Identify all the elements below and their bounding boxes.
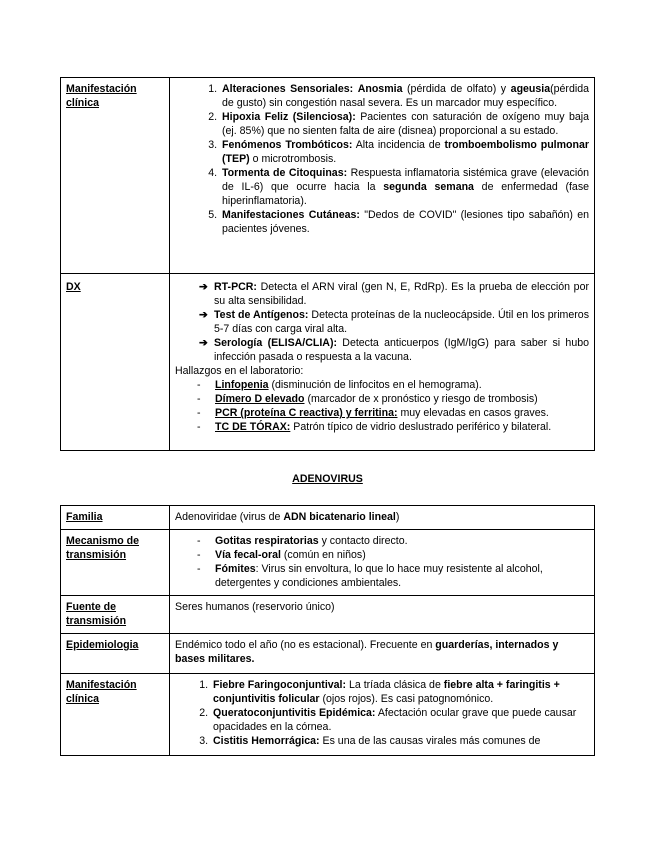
row-epidemiologia: [61, 634, 595, 674]
row-label: DX: [61, 274, 170, 451]
row-label: Manifestación clínica: [61, 674, 170, 756]
row-content: [170, 78, 595, 274]
row-mecanismo: [61, 530, 595, 596]
list-item: ➔ RT-PCR: Detecta el ARN viral (gen N, E, RdRp). Es la prueba de elección por su alta sensibilidad.: [199, 281, 589, 307]
manifestacion-list: [175, 82, 589, 236]
list-item: - Dímero D elevado (marcador de x pronóstico y riesgo de trombosis): [197, 393, 538, 405]
row-manifestacion: [61, 674, 595, 756]
list-item: 3. Cistitis Hemorrágica: Es una de las causas virales más comunes de: [211, 734, 589, 748]
adenovirus-table: [60, 505, 595, 756]
list-item: 1. Alteraciones Sensoriales: Anosmia (pérdida de olfato) y ageusia(pérdida de gusto) sin congestión nasal severa. Es un marcador muy específico.: [220, 82, 589, 110]
arrow-icon: ➔: [199, 309, 208, 321]
lab-findings-list: [175, 378, 589, 434]
row-label: Epidemiologia: [61, 634, 170, 674]
row-content: Seres humanos (reservorio único): [170, 596, 595, 634]
row-familia: [61, 506, 595, 530]
dx-tests-list: [175, 280, 589, 364]
row-manifestacion: [61, 78, 595, 274]
row-dx: [61, 274, 595, 451]
row-content: [170, 674, 595, 756]
row-label: Familia: [61, 506, 170, 530]
row-fuente: [61, 596, 595, 634]
list-item: ➔ Serología (ELISA/CLIA): Detecta anticuerpos (IgM/IgG) para saber si hubo infección pasada o respuesta a la vacuna.: [199, 337, 589, 363]
list-item: ➔ Test de Antígenos: Detecta proteínas de la nucleocápside. Útil en los primeros 5-7 días con carga viral alta.: [199, 309, 589, 335]
mecanismo-list: [175, 534, 589, 590]
row-content: [170, 274, 595, 451]
list-item: - Gotitas respiratorias y contacto directo.: [197, 535, 408, 547]
row-content: Endémico todo el año (no es estacional). Frecuente en guarderías, internados y bases militares.: [170, 634, 595, 674]
section-title: ADENOVIRUS: [292, 473, 363, 485]
list-item: - Vía fecal-oral (común en niños): [197, 549, 366, 561]
arrow-icon: ➔: [199, 337, 208, 349]
row-label: Mecanismo de transmisión: [61, 530, 170, 596]
list-item: - PCR (proteína C reactiva) y ferritina: muy elevadas en casos graves.: [197, 407, 549, 419]
list-item: 4. Tormenta de Citoquinas: Respuesta inflamatoria sistémica grave (elevación de IL-6) que ocurre hacia la segunda semana de enfermedad (fase hiperinflamatoria).: [220, 166, 589, 208]
arrow-icon: ➔: [199, 281, 208, 293]
row-label: Manifestación clínica: [61, 78, 170, 274]
manifestacion-list: [175, 678, 589, 748]
row-content: [170, 530, 595, 596]
lab-heading: Hallazgos en el laboratorio:: [175, 365, 304, 377]
list-item: 2. Hipoxia Feliz (Silenciosa): Pacientes con saturación de oxígeno muy baja (ej. 85%) que no sienten falta de aire (disnea) proporcional a su estado.: [220, 110, 589, 138]
covid-table: [60, 77, 595, 451]
row-label: Fuente de transmisión: [61, 596, 170, 634]
list-item: - TC DE TÓRAX: Patrón típico de vidrio deslustrado periférico y bilateral.: [197, 421, 552, 433]
row-content: Adenoviridae (virus de ADN bicatenario lineal): [170, 506, 595, 530]
list-item: - Linfopenia (disminución de linfocitos en el hemograma).: [197, 379, 482, 391]
list-item: 1. Fiebre Faringoconjuntival: La tríada clásica de fiebre alta + faringitis + conjuntivitis folicular (ojos rojos). Es casi patognomónico.: [211, 678, 589, 706]
list-item: 2. Queratoconjuntivitis Epidémica: Afectación ocular grave que puede causar opacidades en la córnea.: [211, 706, 589, 734]
list-item: 5. Manifestaciones Cutáneas: "Dedos de COVID" (lesiones tipo sabañón) en pacientes jóvenes.: [220, 208, 589, 236]
list-item: 3. Fenómenos Trombóticos: Alta incidencia de tromboembolismo pulmonar (TEP) o microtrombosis.: [220, 138, 589, 166]
list-item: - Fómites: Virus sin envoltura, lo que lo hace muy resistente al alcohol, detergentes y condiciones ambientales.: [197, 563, 543, 589]
